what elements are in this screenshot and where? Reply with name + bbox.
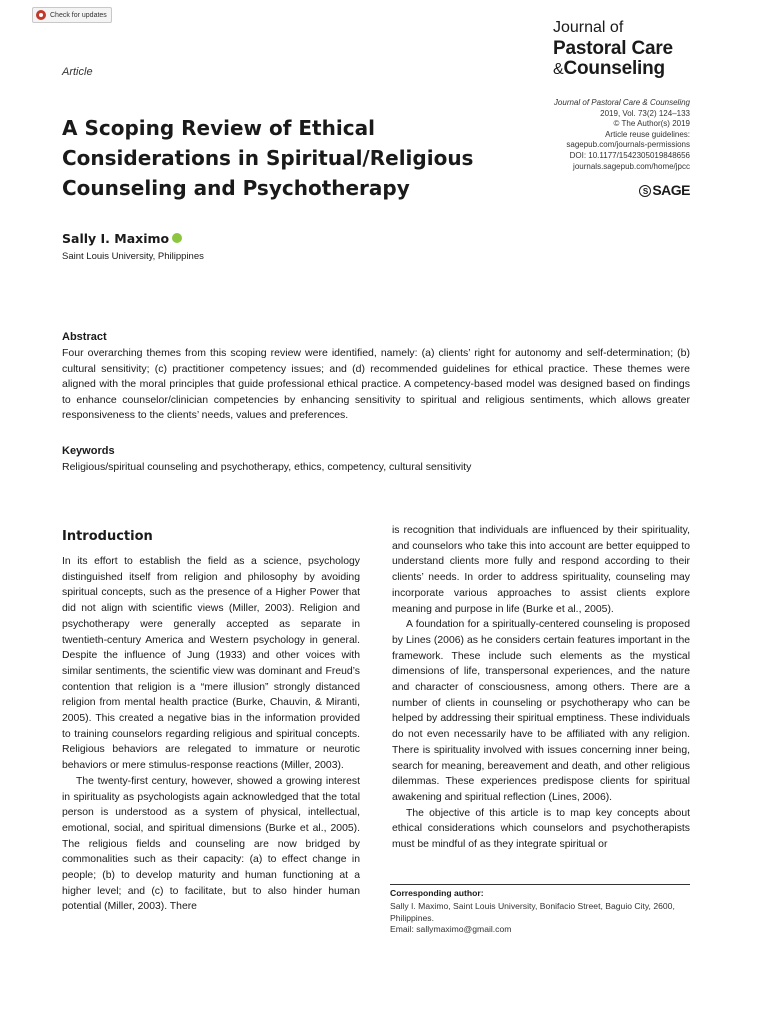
corresponding-email[interactable]: Email: sallymaximo@gmail.com (390, 924, 512, 934)
body-paragraph: The objective of this article is to map key concepts about ethical considerations which counselors and psychotherapists must be mindful of as they integrate spiritual or (392, 807, 690, 851)
author-affiliation: Saint Louis University, Philippines (62, 251, 204, 262)
abstract-text: Four overarching themes from this scoping review were identified, namely: (a) clients’ right for autonomy and self-determination; (b) cultural sensitivity; (c) practitioner competency issues; and (d) recommended guidelines for ethical practice. These themes were aligned with the moral principles that guide professional ethical practice. A competency-based model was designed based on findings to enhance counselor/clinician competencies by enhancing sensitivity to spiritual and religious sentiments, which allows greater responsiveness to the clients’ needs, values and preferences. (62, 347, 690, 422)
check-for-updates-label: Check for updates (50, 11, 107, 19)
citation-doi[interactable]: DOI: 10.1177/1542305019848656 (569, 150, 690, 160)
corresponding-address: Sally I. Maximo, Saint Louis University, Bonifacio Street, Baguio City, 2600, Philippines. (390, 901, 675, 923)
footnote-divider (390, 884, 690, 885)
abstract-heading: Abstract (62, 331, 107, 343)
body-column-left (62, 554, 360, 915)
keywords-heading: Keywords (62, 445, 115, 457)
journal-logo-line3 (553, 59, 673, 78)
journal-logo-counseling: Counseling (563, 58, 665, 79)
citation-reuse-link[interactable]: sagepub.com/journals-permissions (566, 140, 690, 150)
orcid-icon[interactable] (172, 233, 182, 243)
journal-logo-amp: & (553, 61, 564, 78)
citation-journal: Journal of Pastoral Care & Counseling (553, 98, 690, 107)
journal-logo-line1: Journal of (553, 19, 624, 36)
corresponding-author-heading: Corresponding author: (390, 888, 484, 898)
corresponding-author-details (390, 901, 700, 936)
body-paragraph: is recognition that individuals are influenced by their spirituality, and counselors who take this into account are better equipped to understand clients more fully and respond according to their clients’ needs. In order to address spirituality, counseling may incorporate various approaches to assist clients explore meaning and purpose in life (Burke et al., 2005). (392, 525, 690, 615)
author-line (62, 231, 182, 246)
introduction-heading: Introduction (62, 529, 153, 544)
sage-logo (639, 182, 690, 198)
section-label: Article (62, 66, 93, 78)
citation-reuse-label: Article reuse guidelines: (605, 129, 690, 139)
citation-home-link[interactable]: journals.sagepub.com/home/jpcc (573, 161, 690, 171)
body-paragraph: The twenty-first century, however, showed a growing interest in spirituality as psychologists again acknowledged that the total person is understood as a system of physical, intellectual, emotional, social, and spiritual dimensions (Burke et al., 2005). The religious fields and counseling are now bridged by commonalities such as their capacity: (a) to effect change in people; (b) to develop maturity and human functioning at a higher level; and (c) to facilitate, but to also hinder human potential (Miller, 2003). There (62, 775, 360, 913)
author-name: Sally I. Maximo (62, 231, 170, 246)
body-paragraph: In its effort to establish the field as a science, psychology distinguished itself from religion and philosophy by avoiding spiritual concepts, such as the presence of a Higher Power that did not align with scientific views (Miller, 2003). Religion and psychotherapy were generally accepted as separate in twentieth-century America and Western psychology in general. Despite the influence of Jung (1933) and other voices with similar sentiments, the scientific view was dominant and Freud’s contention that religion is a “mere illusion” strongly distanced religion from mental health practice (Burke, Chauvin, & Miranti, 2005). This created a negative bias in the information provided to training counselors regarding religious and spiritual concepts. Religious behaviors are relegated to immature or neurotic behaviors or mere stimulus-response reactions (Miller, 2003). (62, 556, 360, 772)
journal-logo (553, 20, 673, 78)
citation-copyright: © The Author(s) 2019 (613, 119, 690, 129)
journal-logo-line2: Pastoral Care (553, 38, 673, 59)
check-for-updates-badge[interactable] (32, 7, 112, 23)
citation-volume: 2019, Vol. 73(2) 124–133 (600, 108, 690, 118)
sage-s-icon: S (639, 185, 651, 197)
keywords-text: Religious/spiritual counseling and psychotherapy, ethics, competency, cultural sensitivity (62, 461, 472, 473)
crossmark-icon (36, 10, 46, 20)
article-title: A Scoping Review of Ethical Considerations in Spiritual/Religious Counseling and Psychotherapy (62, 116, 474, 200)
body-column-right (392, 523, 690, 853)
body-paragraph: A foundation for a spiritually-centered counseling is proposed by Lines (2006) as he considers certain features important in the framework. These include such elements as the mystical dimensions of life, transpersonal experiences, and the nature and character of consciousness, among others. There are a number of clients in counseling or psychotherapy who can be helped by addressing their spiritual emptiness. These individuals do not even necessarily have to be affiliated with any religion. There is spirituality involved with issues concerning inner being, search for meaning, bereavement and death, and other religious dilemmas. These experiences predispose clients for spiritual awakening and spiritual reflection (Lines, 2006). (392, 619, 690, 803)
sage-wordmark: SAGE (652, 182, 690, 198)
